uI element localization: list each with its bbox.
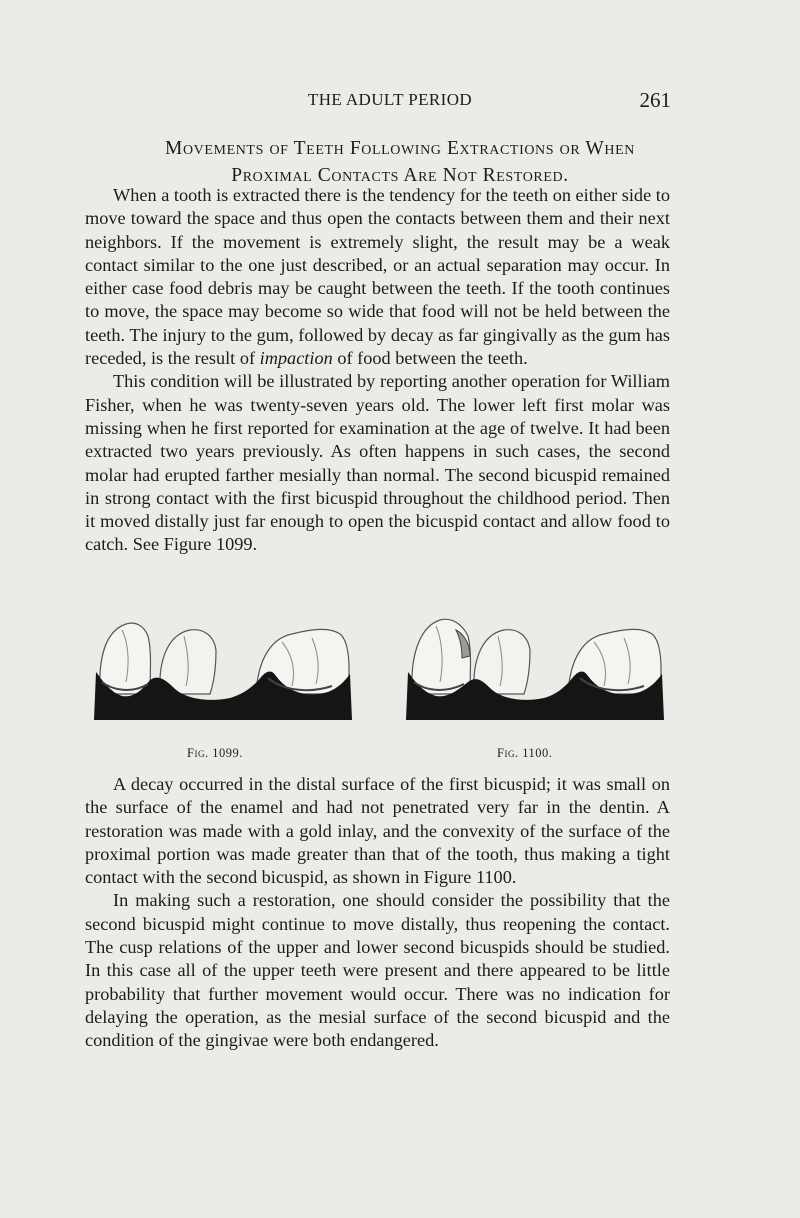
paragraph-1-text-end: of food between the teeth.: [332, 348, 528, 369]
section-heading-line-2: Proximal Contacts Are Not Restored.: [231, 165, 569, 186]
tooth-first-bicuspid: [100, 623, 151, 694]
figure-1099-image: [92, 612, 354, 722]
section-heading: [85, 135, 715, 189]
paragraph-restoration: A decay occurred in the distal surface of the first bicuspid; it was small on the surface of the enamel and had not penetrated very far in the dentin. A restoration was made with a gold inlay, and the convexity of the surface of the proximal portion was made greater than that of the tooth, thus making a tight contact with the second bicuspid, as shown in Figure 1100.: [85, 774, 670, 888]
running-title: THE ADULT PERIOD: [307, 90, 473, 109]
figure-1100-caption: Fig. 1100.: [497, 746, 553, 760]
figure-1099-caption: Fig. 1099.: [187, 746, 243, 760]
body-text-lower: [85, 773, 670, 1053]
paragraph-case-report: This condition will be illustrated by reporting another operation for William Fisher, when he was twenty-seven years old. The lower left first molar was missing when he first reported for examination at the age of twelve. It had been extracted two years previously. As often happens in such cases, the second molar had erupted farther mesially than normal. The second bicuspid remained in strong contact with the first bicuspid throughout the childhood period. Then it moved distally just far enough to open the bicuspid contact and allow food to catch. See Figure 1099.: [85, 371, 670, 555]
page-number: 261: [639, 88, 671, 112]
section-heading-line-1: Movements of Teeth Following Extractions or When: [165, 138, 635, 159]
figure-1100-image: [404, 612, 666, 722]
paragraph-1-text: When a tooth is extracted there is the tendency for the teeth on either side to move toward the space and thus open the contacts between them and their next neighbors. If the movement is extremely slight, the result may be a weak contact similar to the one just described, or an actual separation may occur. In either case food debris may be caught between the teeth. If the tooth continues to move, the space may become so wide that food will not be held between the teeth. The injury to the gum, followed by decay as far gingivally as the gum has receded, is the result of: [85, 185, 670, 369]
figure-plate: [92, 612, 672, 772]
emphasis-impaction: impaction: [259, 348, 333, 369]
paragraph-extraction-tendency: [85, 184, 670, 370]
running-head: [113, 88, 671, 116]
body-text-upper: [85, 184, 670, 557]
paragraph-considerations: In making such a restoration, one should consider the possibility that the second bicuspid might continue to move distally, thus reopening the contact. The cusp relations of the upper and lower second bicuspids should be studied. In this case all of the upper teeth were present and there appeared to be little probability that further movement would occur. There was no indication for delaying the operation, as the mesial surface of the second bicuspid and the condition of the gingivae were both endangered.: [85, 890, 670, 1051]
